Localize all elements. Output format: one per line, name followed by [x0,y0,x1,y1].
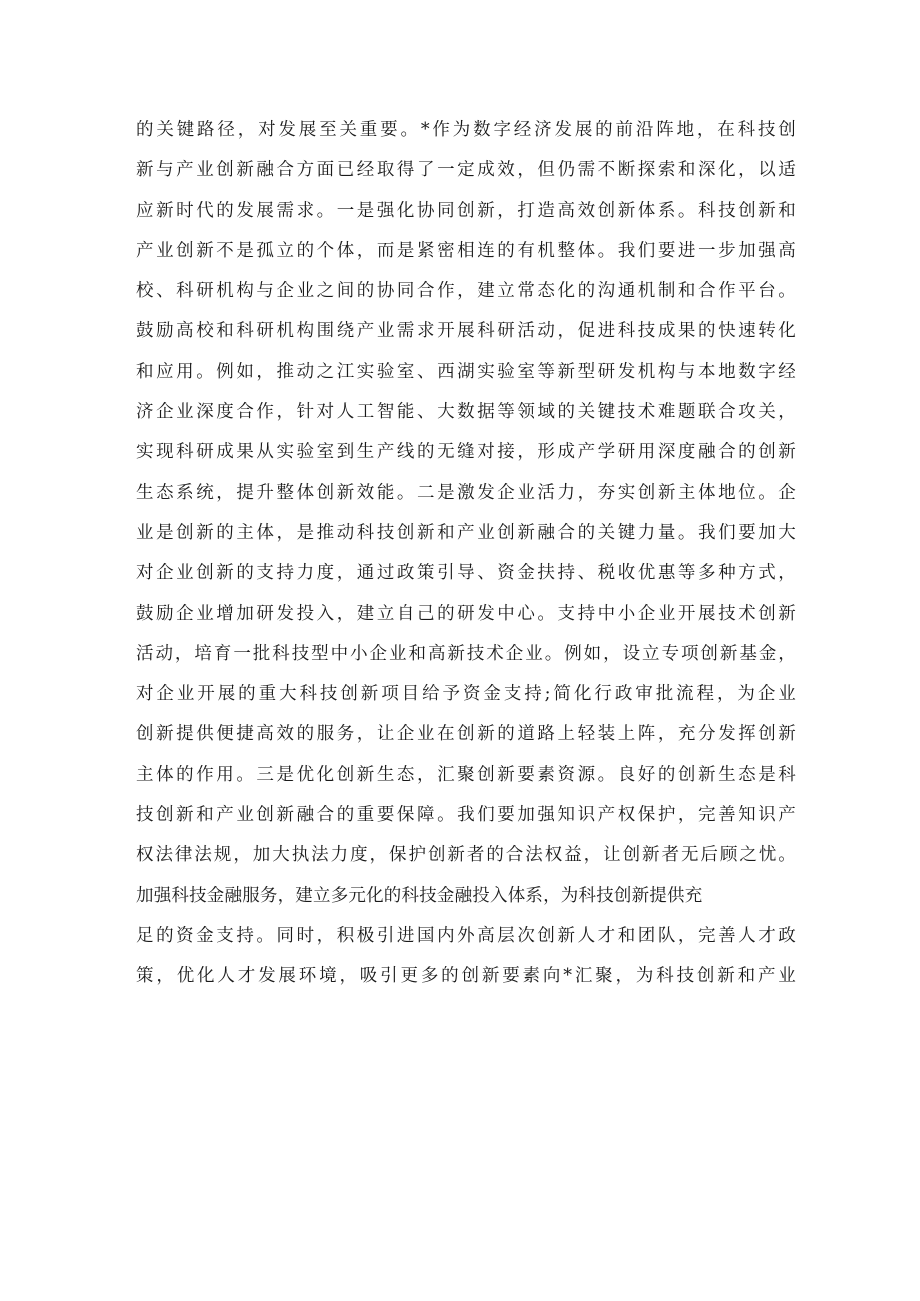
text-line: 鼓励高校和科研机构围绕产业需求开展科研活动，促进科技成果的快速转化 [136,321,796,342]
text-line: 和应用。例如，推动之江实验室、西湖实验室等新型研发机构与本地数字经 [136,361,796,382]
text-line: 业是创新的主体，是推动科技创新和产业创新融合的关键力量。我们要加大 [136,522,796,543]
text-line: 鼓励企业增加研发投入，建立自己的研发中心。支持中小企业开展技术创新 [136,603,796,624]
text-line: 应新时代的发展需求。一是强化协同创新，打造高效创新体系。科技创新和 [136,200,796,221]
text-line: 对企业开展的重大科技创新项目给予资金支持;简化行政审批流程，为企业 [136,684,796,705]
text-line: 权法律法规，加大执法力度，保护创新者的合法权益，让创新者无后顾之忧。 [136,845,796,866]
text-line: 创新提供便捷高效的服务，让企业在创新的道路上轻装上阵，充分发挥创新 [136,724,796,745]
text-line: 策，优化人才发展环境，吸引更多的创新要素向*汇聚，为科技创新和产业 [136,966,796,987]
text-line: 技创新和产业创新融合的重要保障。我们要加强知识产权保护，完善知识产 [136,805,796,826]
text-line: 活动，培育一批科技型中小企业和高新技术企业。例如，设立专项创新基金， [136,643,796,664]
text-line: 济企业深度合作，针对人工智能、大数据等领域的关键技术难题联合攻关， [136,402,796,423]
text-line: 实现科研成果从实验室到生产线的无缝对接，形成产学研用深度融合的创新 [136,442,796,463]
text-line: 主体的作用。三是优化创新生态，汇聚创新要素资源。良好的创新生态是科 [136,764,796,785]
text-line: 的关键路径，对发展至关重要。*作为数字经济发展的前沿阵地，在科技创 [136,120,796,140]
text-line: 对企业创新的支持力度，通过政策引导、资金扶持、税收优惠等多种方式， [136,563,796,584]
text-line: 产业创新不是孤立的个体，而是紧密相连的有机整体。我们要进一步加强高 [136,240,796,261]
text-line: 足的资金支持。同时，积极引进国内外高层次创新人才和团队，完善人才政 [136,925,796,946]
text-line: 生态系统，提升整体创新效能。二是激发企业活力，夯实创新主体地位。企 [136,482,796,503]
body-paragraph [136,110,796,997]
text-line: 加强科技金融服务，建立多元化的科技金融投入体系，为科技创新提供充 [136,885,703,906]
text-line: 校、科研机构与企业之间的协同合作，建立常态化的沟通机制和合作平台。 [136,281,796,302]
text-line: 新与产业创新融合方面已经取得了一定成效，但仍需不断探索和深化，以适 [136,160,796,181]
